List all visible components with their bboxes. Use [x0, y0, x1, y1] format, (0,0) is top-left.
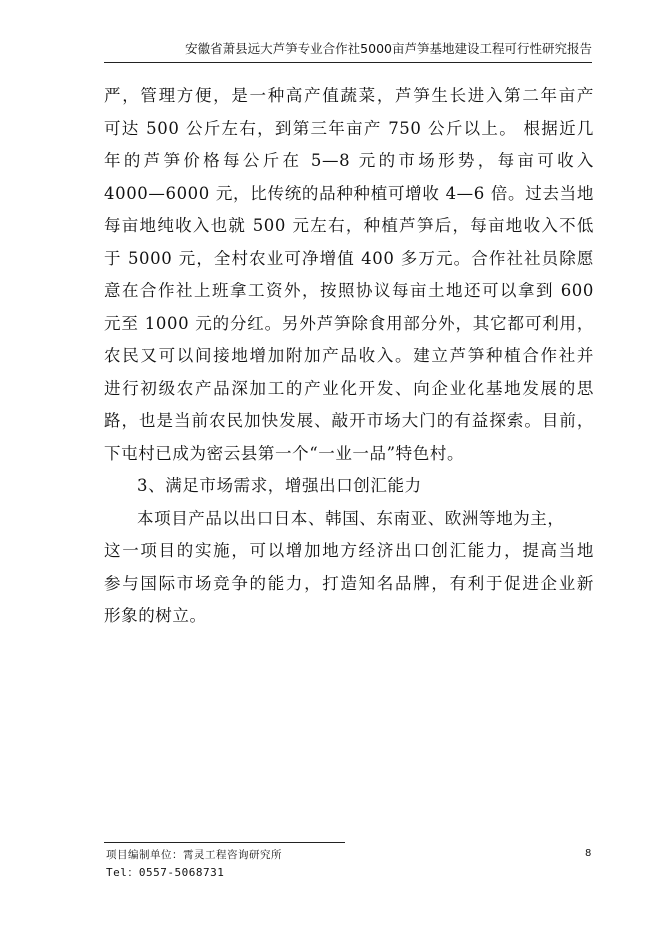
section-heading: 3、满足市场需求，增强出口创汇能力: [137, 476, 422, 495]
paragraph-line: 年的芦笋价格每公斤在 5—8 元的市场形势，每亩可收入: [104, 151, 594, 170]
footer-telephone: Tel：0557-5068731: [106, 866, 225, 879]
paragraph-line: 本项目产品以出口日本、韩国、东南亚、欧洲等地为主，: [137, 508, 565, 528]
paragraph-line: 4000—6000 元，比传统的品种种植可增收 4—6 倍。过去当地: [104, 183, 594, 203]
paragraph-line: 下屯村已成为密云县第一个“一业一品”特色村。: [104, 443, 465, 463]
paragraph-line: 严，管理方便，是一种高产值蔬菜，芦笋生长进入第二年亩产: [104, 86, 594, 105]
paragraph-line: 于 5000 元，全村农业可净增值 400 多万元。合作社社员除愿: [104, 248, 594, 268]
footer-organization: 项目编制单位：霄灵工程咨询研究所: [106, 849, 282, 861]
paragraph-line: 这一项目的实施，可以增加地方经济出口创汇能力，提高当地: [104, 541, 594, 560]
paragraph-line: 每亩地纯收入也就 500 元左右，种植芦笋后，每亩地收入不低: [104, 216, 594, 235]
paragraph-line: 意在合作社上班拿工资外，按照协议每亩土地还可以拿到 600: [104, 281, 594, 300]
page-header-title: 安徽省萧县远大芦笋专业合作社5000亩芦笋基地建设工程可行性研究报告: [185, 41, 592, 56]
paragraph-line: 形象的树立。: [104, 606, 207, 625]
paragraph-line: 元至 1000 元的分红。另外芦笋除食用部分外，其它都可利用，: [104, 313, 594, 333]
header-divider: [104, 62, 592, 63]
paragraph-line: 农民又可以间接地增加附加产品收入。建立芦笋种植合作社并: [104, 346, 594, 365]
paragraph-line: 参与国际市场竞争的能力，打造知名品牌，有利于促进企业新: [104, 573, 594, 593]
paragraph-line: 路，也是当前农民加快发展、敲开市场大门的有益探索。目前，: [104, 411, 594, 430]
paragraph-line: 进行初级农产品深加工的产业化开发、向企业化基地发展的思: [104, 378, 594, 398]
body-text: [104, 80, 594, 633]
paragraph-line: 可达 500 公斤左右，到第三年亩产 750 公斤以上。 根据近几: [104, 118, 594, 138]
footer-divider: [104, 842, 345, 843]
page-number: 8: [585, 848, 592, 859]
